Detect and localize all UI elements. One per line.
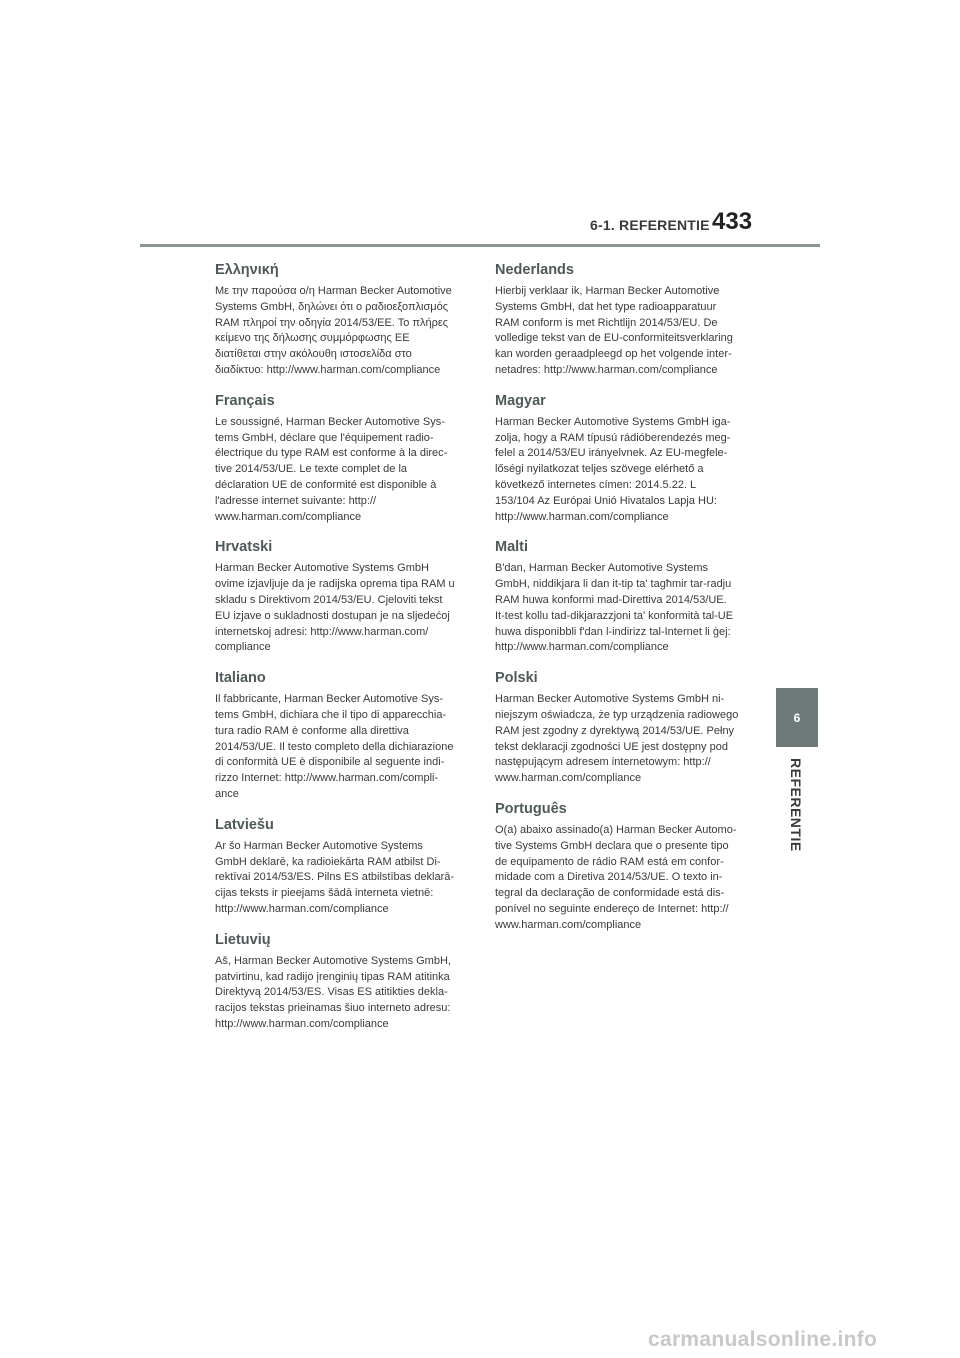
language-entry xyxy=(495,670,747,787)
language-text: Ar šo Harman Becker Automotive Systems GmbH deklarē, ka radioiekārta RAM atbilst Di- rektīvai 2014/53/ES. Pilns ES atbilstības deklarā- cijas teksts ir pieejams šādā interneta vietnē: http://www.harman.com/compliance xyxy=(215,839,455,915)
language-entry xyxy=(495,393,747,526)
language-text: Harman Becker Automotive Systems GmbH iga- zolja, hogy a RAM típusú rádióberendezés meg- felel a 2014/53/EU irányelvnek. Az EU-megfele- lőségi nyilatkozat teljes szövege elérhető a következő internetes címen: 2014.5.22. L 153/104 Az Európai Unió Hivatalos Lapja HU: http://www.harman.com/compliance xyxy=(495,415,731,523)
language-entry xyxy=(215,670,467,803)
language-title: Italiano xyxy=(215,670,266,687)
language-text: O(a) abaixo assinado(a) Harman Becker Automo- tive Systems GmbH declara que o presente tipo de equipamento de rádio RAM está em confor- midade com a Diretiva 2014/53/UE. O texto in- tegral da declaração de conformidade está dis- ponível no seguinte endereço de Internet: http:// www.harman.com/compliance xyxy=(495,823,737,931)
chapter-side-label: REFERENTIE xyxy=(788,758,804,852)
language-entry xyxy=(215,262,467,379)
language-title: Ελληνική xyxy=(215,262,279,278)
language-text: Harman Becker Automotive Systems GmbH ni- niejszym oświadcza, że typ urządzenia radiowego RAM jest zgodny z dyrektywą 2014/53/UE. Pełny tekst deklaracji zgodności UE jest dostępny pod następującym adresem internetowym: http:// www.harman.com/compliance xyxy=(495,693,739,785)
header-divider xyxy=(140,244,820,247)
language-title: Hrvatski xyxy=(215,539,273,556)
language-title: Français xyxy=(215,392,275,409)
language-title: Nederlands xyxy=(495,262,574,278)
section-title: 6-1. REFERENTIE xyxy=(590,217,710,233)
language-title: Lietuvių xyxy=(215,931,271,948)
language-title: Magyar xyxy=(495,392,546,409)
language-entry xyxy=(495,801,747,934)
language-text: Aš, Harman Becker Automotive Systems GmbH, patvirtinu, kad radijo įrenginių tipas RAM atitinka Direktyvą 2014/53/ES. Visas ES atitikties dekla- racijos tekstas prieinamas šiuo interneto adresu: http://www.harman.com/compliance xyxy=(215,954,451,1030)
language-entry xyxy=(215,817,467,918)
page-number: 433 xyxy=(712,208,753,235)
language-text: Il fabbricante, Harman Becker Automotive Sys- tems GmbH, dichiara che il tipo di apparecchia- tura radio RAM è conforme alla direttiva 2014/53/UE. Il testo completo della dichiarazione di conformità UE è disponibile al seguente indi- rizzo Internet: http://www.harman.com/compli- ance xyxy=(215,693,454,800)
language-title: Malti xyxy=(495,539,529,556)
language-entry xyxy=(495,539,747,656)
language-title: Latviešu xyxy=(215,816,274,833)
language-text: Harman Becker Automotive Systems GmbH ovime izjavljuje da je radijska oprema tipa RAM u skladu s Direktivom 2014/53/EU. Cjeloviti tekst EU izjave o sukladnosti dostupan je na sljedećoj internetskoj adresi: http://www.harman.com/ compliance xyxy=(215,562,455,654)
language-entry xyxy=(215,393,467,526)
language-text: Hierbij verklaar ik, Harman Becker Automotive Systems GmbH, dat het type radioapparatuur RAM conform is met Richtlijn 2014/53/EU. De volledige tekst van de EU-conformiteitsverklaring kan worden geraadpleegd op het volgende inter- netadres: http://www.harman.com/compliance xyxy=(495,285,733,376)
left-column xyxy=(215,262,467,1047)
watermark-text: carmanualsonline.info xyxy=(648,1328,878,1351)
language-text: B'dan, Harman Becker Automotive Systems GmbH, niddikjara li dan it-tip ta' tagħmir tar-radju RAM huwa konformi mad-Direttiva 2014/53/UE. It-test kollu tad-dikjarazzjoni ta' konformità tal-UE huwa disponibbli f'dan l-indirizz tal-Internet li ġej: http://www.harman.com/compliance xyxy=(495,562,734,654)
language-entry xyxy=(215,539,467,656)
chapter-tab xyxy=(776,688,818,747)
language-title: Polski xyxy=(495,670,538,687)
language-text: Le soussigné, Harman Becker Automotive Sys- tems GmbH, déclare que l'équipement radio- électrique du type RAM est conforme à la direc- tive 2014/53/UE. Le texte complet de la déclaration UE de conformité est disponible à l'adresse internet suivante: http:// www.harman.com/compliance xyxy=(215,415,448,523)
chapter-number: 6 xyxy=(793,710,801,725)
language-title: Português xyxy=(495,800,567,817)
right-column xyxy=(495,262,747,948)
language-text: Με την παρούσα ο/η Harman Becker Automotive Systems GmbH, δηλώνει ότι ο ραδιοεξοπλισμός RAM πληροί την οδηγία 2014/53/ΕΕ. Το πλήρες κείμενο της δήλωσης συμμόρφωσης ΕΕ διατίθεται στην ακόλουθη ιστοσελίδα στο διαδίκτυο: http://www.harman.com/compliance xyxy=(215,285,452,376)
language-entry xyxy=(215,932,467,1033)
language-entry xyxy=(495,262,747,379)
